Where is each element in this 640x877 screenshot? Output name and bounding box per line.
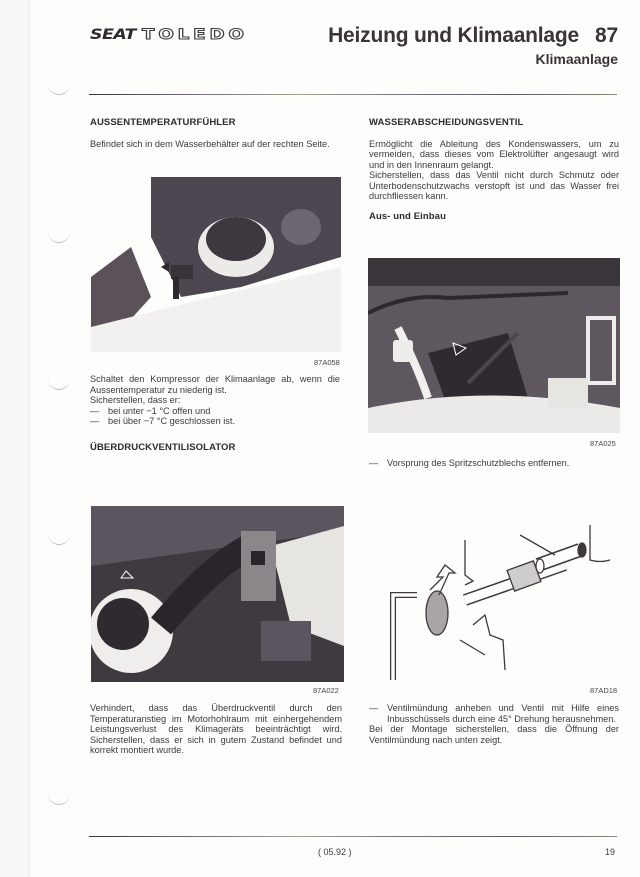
binder-hole — [48, 228, 70, 243]
section-heading: AUSSENTEMPERATURFÜHLER — [90, 117, 236, 128]
figure-label: 87A025 — [590, 439, 616, 448]
section-text: Bei der Montage sicherstellen, dass die Öffnung der Ventilmündung nach unten zeigt. — [369, 724, 619, 745]
section-text: Sicherstellen, dass das Ventil nicht durch Schmutz oder Unterbodenschutzwachs verstopft ist und das Wasser frei durchfliessen kann. — [369, 170, 619, 201]
step-remove-valve — [369, 703, 619, 745]
page-number: 19 — [605, 847, 616, 857]
brand-logo — [90, 27, 248, 43]
check-text: Sicherstellen, dass er: — [90, 395, 181, 405]
header-rule — [89, 94, 617, 95]
binder-hole — [48, 530, 70, 545]
section-ueberdruckventilisolator-text — [90, 703, 342, 756]
page-edge — [0, 0, 30, 877]
binder-hole — [48, 790, 70, 805]
subheading: Aus- und Einbau — [369, 210, 446, 222]
figure-label: 87A058 — [314, 358, 340, 367]
model-name: TOLEDO — [141, 27, 248, 43]
photo-87A022 — [91, 506, 344, 682]
section-text: Ermöglicht die Ableitung des Kondenswassers, um zu vermeiden, dass dieses vom Elektrolüfter angesaugt wird und in den Innenraum gelangt. — [369, 138, 619, 170]
section-text: Schaltet den Kompressor der Klimaanlage ab, wenn die Aussentemperatur zu niederig ist. — [90, 374, 340, 395]
page-subtitle: Klimaanlage — [535, 51, 618, 67]
list-item: — bei über −7 °C geschlossen ist. — [90, 416, 236, 426]
brand-name: SEAT — [90, 27, 136, 43]
binder-hole — [48, 375, 70, 390]
list-item: — Ventilmündung anheben und Ventil mit Hilfe eines Inbusschüssels durch eine 45° Drehung herausnehmen. — [369, 703, 619, 724]
footer-rule — [89, 836, 617, 837]
section-text: Verhindert, dass das Überdruckventil durch den Temperaturanstieg im Motorhohlraum mit einhergehendem Leistungsverlust des Klimageräts beeinträchtigt wird. Sicherstellen, dass er sich in gutem Zustand befindet und korrekt montiert wurde. — [90, 703, 342, 755]
revision-date: ( 05.92 ) — [318, 847, 352, 857]
section-wasserabscheidungsventil — [369, 118, 619, 222]
chapter-number: 87 — [595, 24, 618, 47]
list-item: — Vorsprung des Spritzschutzblechs entfernen. — [369, 458, 570, 468]
photo-87A025 — [368, 258, 620, 433]
section-text: Befindet sich in dem Wasserbehälter auf der rechten Seite. — [90, 138, 330, 149]
step-remove-splash-guard — [369, 458, 619, 469]
section-heading: WASSERABSCHEIDUNGSVENTIL — [369, 117, 524, 128]
photo-87A058 — [91, 177, 341, 352]
title-text: Heizung und Klimaanlage — [328, 24, 580, 47]
figure-label: 87AD18 — [590, 686, 618, 695]
binder-hole — [48, 80, 70, 95]
section-aussentemperaturfuehler — [90, 118, 340, 149]
page-title — [328, 24, 618, 48]
section-aussentemperaturfuehler-details — [90, 374, 340, 453]
drawing-87AD18 — [385, 515, 625, 680]
list-item: — bei unter −1 °C offen und — [90, 405, 211, 416]
figure-label: 87A022 — [313, 686, 339, 695]
section-heading: ÜBERDRUCKVENTILISOLATOR — [90, 441, 236, 453]
